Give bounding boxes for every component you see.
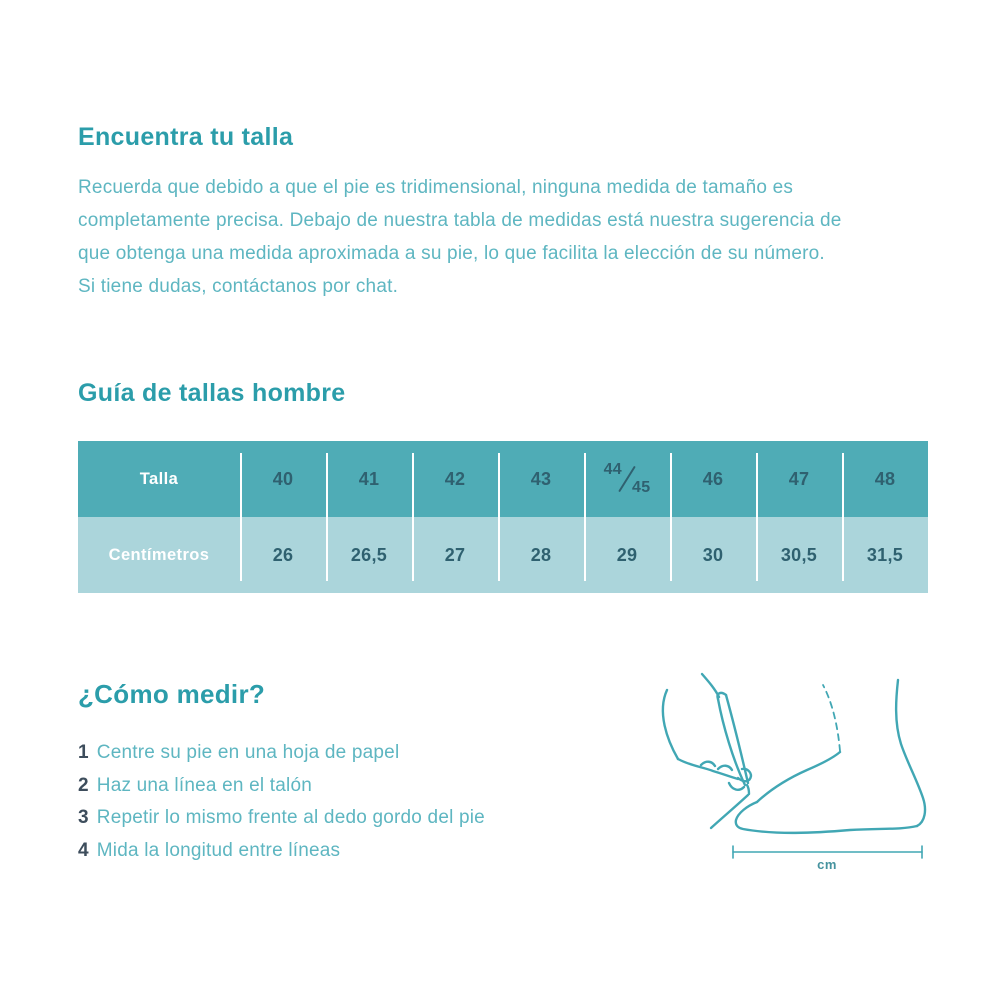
cm-cell: 30	[702, 544, 724, 565]
column-divider	[756, 453, 758, 581]
cm-cell: 31,5	[866, 544, 904, 565]
table-row-sizes	[78, 441, 928, 517]
cm-cell: 26,5	[350, 544, 388, 565]
find-size-title: Encuentra tu talla	[78, 123, 294, 151]
column-divider	[240, 453, 242, 581]
column-divider	[842, 453, 844, 581]
size-cell: 43	[530, 468, 552, 489]
measure-step	[78, 802, 485, 835]
row-label-talla: Talla	[139, 469, 179, 488]
size-cell-44-45	[584, 441, 670, 517]
intro-line: Si tiene dudas, contáctanos por chat.	[78, 276, 399, 297]
size-cell: 41	[358, 468, 380, 489]
size-cell: 47	[788, 468, 810, 489]
size-cell: 46	[702, 468, 724, 489]
size-cell: 40	[272, 468, 294, 489]
step-number: 2	[78, 774, 89, 796]
cm-cell: 27	[444, 544, 466, 565]
size-table	[78, 441, 928, 593]
step-text: Haz una línea en el talón	[96, 774, 312, 796]
row-label-centimetros: Centímetros	[108, 545, 210, 564]
step-number: 3	[78, 807, 89, 829]
intro-line: completamente precisa. Debajo de nuestra tabla de medidas está nuestra sugerencia de	[78, 210, 842, 231]
fraction-bottom: 45	[632, 479, 651, 496]
size-cell: 48	[874, 468, 896, 489]
column-divider	[326, 453, 328, 581]
cm-cell: 30,5	[780, 544, 818, 565]
foot-drawing-icon	[645, 652, 937, 887]
cm-cell: 26	[272, 544, 294, 565]
column-divider	[670, 453, 672, 581]
cm-cell: 29	[616, 544, 638, 565]
column-divider	[584, 453, 586, 581]
fraction-top: 44	[603, 461, 622, 478]
step-number: 1	[78, 742, 89, 763]
intro-line: que obtenga una medida aproximada a su pie, lo que facilita la elección de su número.	[78, 243, 825, 264]
cm-cell: 28	[530, 544, 552, 565]
step-text: Mida la longitud entre líneas	[96, 840, 341, 862]
step-text: Repetir lo mismo frente al dedo gordo del pie	[96, 807, 485, 829]
step-number: 4	[78, 840, 89, 862]
size-cell: 42	[444, 468, 466, 489]
measure-steps-list	[78, 737, 485, 868]
how-to-measure-title: ¿Cómo medir?	[78, 679, 266, 709]
cm-unit-label: cm	[817, 857, 837, 872]
intro-line: Recuerda que debido a que el pie es tridimensional, ninguna medida de tamaño es	[78, 177, 794, 198]
intro-paragraph	[78, 171, 958, 303]
step-text: Centre su pie en una hoja de papel	[96, 742, 400, 763]
foot-measuring-illustration	[645, 652, 937, 887]
table-row-centimeters	[78, 517, 928, 593]
column-divider	[412, 453, 414, 581]
measure-step	[78, 835, 485, 868]
column-divider	[498, 453, 500, 581]
size-guide-title: Guía de tallas hombre	[78, 379, 346, 407]
measure-step	[78, 737, 485, 770]
measure-step	[78, 770, 485, 803]
